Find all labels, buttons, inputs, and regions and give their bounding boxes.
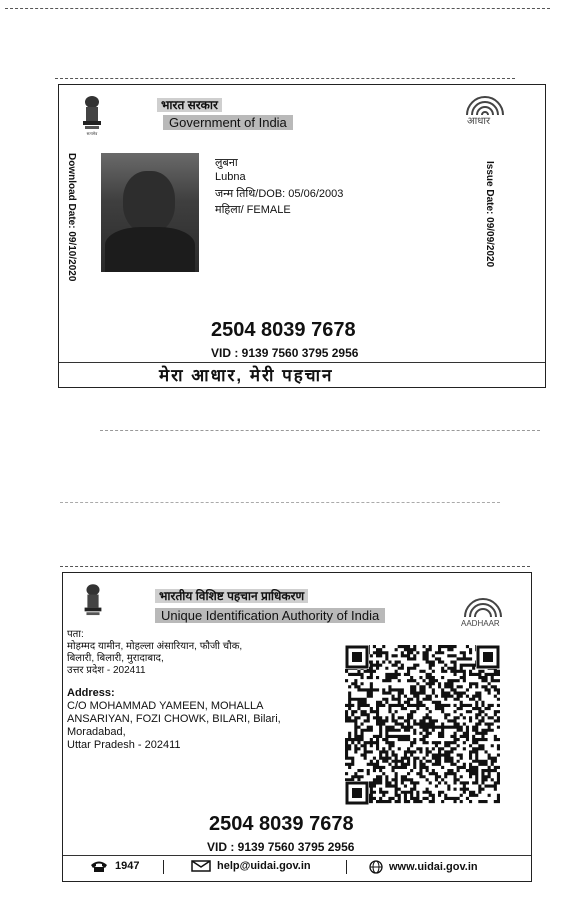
aadhaar-logo-text: आधार — [467, 116, 491, 127]
phone-icon — [89, 860, 109, 872]
holder-photo — [101, 153, 199, 272]
cut-line — [55, 78, 515, 79]
globe-icon — [369, 860, 383, 874]
authority-english: Unique Identification Authority of India — [155, 608, 385, 623]
authority-hindi: भारतीय विशिष्ट पहचान प्राधिकरण — [155, 589, 308, 603]
address-hindi-block — [67, 629, 242, 677]
address-hindi-line: मोहम्मद यामीन, मोहल्ला अंसारियान, फौजी चौक, — [67, 641, 243, 652]
address-line: Moradabad, — [67, 726, 126, 738]
footer-divider — [63, 855, 531, 856]
cut-line — [5, 8, 550, 9]
national-emblem-icon — [77, 93, 107, 137]
download-date: Download Date: 09/10/2020 — [66, 153, 77, 282]
aadhaar-front-card — [58, 84, 546, 388]
footer-separator — [346, 860, 347, 874]
address-english-block — [67, 687, 281, 752]
website — [369, 860, 478, 874]
aadhaar-number: 2504 8039 7678 — [209, 813, 354, 835]
aadhaar-number: 2504 8039 7678 — [211, 319, 356, 341]
vid-number: VID : 9139 7560 3795 2956 — [207, 840, 355, 854]
gender: महिला/ FEMALE — [215, 204, 291, 216]
help-email-text: help@uidai.gov.in — [217, 860, 311, 872]
gov-english: Government of India — [163, 115, 293, 130]
address-label-hindi: पता: — [67, 629, 84, 640]
national-emblem-icon — [79, 581, 107, 623]
envelope-icon — [191, 860, 211, 872]
address-hindi-line: उत्तर प्रदेश - 202411 — [67, 665, 146, 676]
address-line: Uttar Pradesh - 202411 — [67, 739, 181, 751]
address-hindi-line: बिलारी, बिलारी, मुरादाबाद, — [67, 653, 164, 664]
aadhaar-logo-text: AADHAAR — [461, 619, 500, 628]
name-hindi: लुबना — [215, 157, 238, 169]
svg-text:सत्यमेव: सत्यमेव — [86, 131, 98, 136]
address-line: ANSARIYAN, FOZI CHOWK, BILARI, Bilari, — [67, 713, 281, 725]
cut-line — [100, 430, 540, 431]
help-email — [191, 860, 311, 872]
vid-number: VID : 9139 7560 3795 2956 — [211, 346, 359, 360]
tagline: मेरा आधार, मेरी पहचान — [159, 366, 334, 385]
cut-line — [60, 566, 530, 567]
date-of-birth: जन्म तिथि/DOB: 05/06/2003 — [215, 188, 344, 200]
qr-code — [345, 645, 500, 805]
website-url: www.uidai.gov.in — [389, 861, 478, 873]
issue-date: Issue Date: 09/09/2020 — [484, 161, 495, 268]
name-english: Lubna — [215, 171, 246, 183]
helpline-number: 1947 — [115, 860, 140, 872]
address-line: C/O MOHAMMAD YAMEEN, MOHALLA — [67, 700, 264, 712]
helpline — [89, 860, 139, 872]
aadhaar-back-card — [62, 572, 532, 882]
address-label: Address: — [67, 687, 115, 699]
footer-separator — [163, 860, 164, 874]
cut-line — [60, 502, 500, 503]
gov-hindi: भारत सरकार — [157, 98, 222, 112]
